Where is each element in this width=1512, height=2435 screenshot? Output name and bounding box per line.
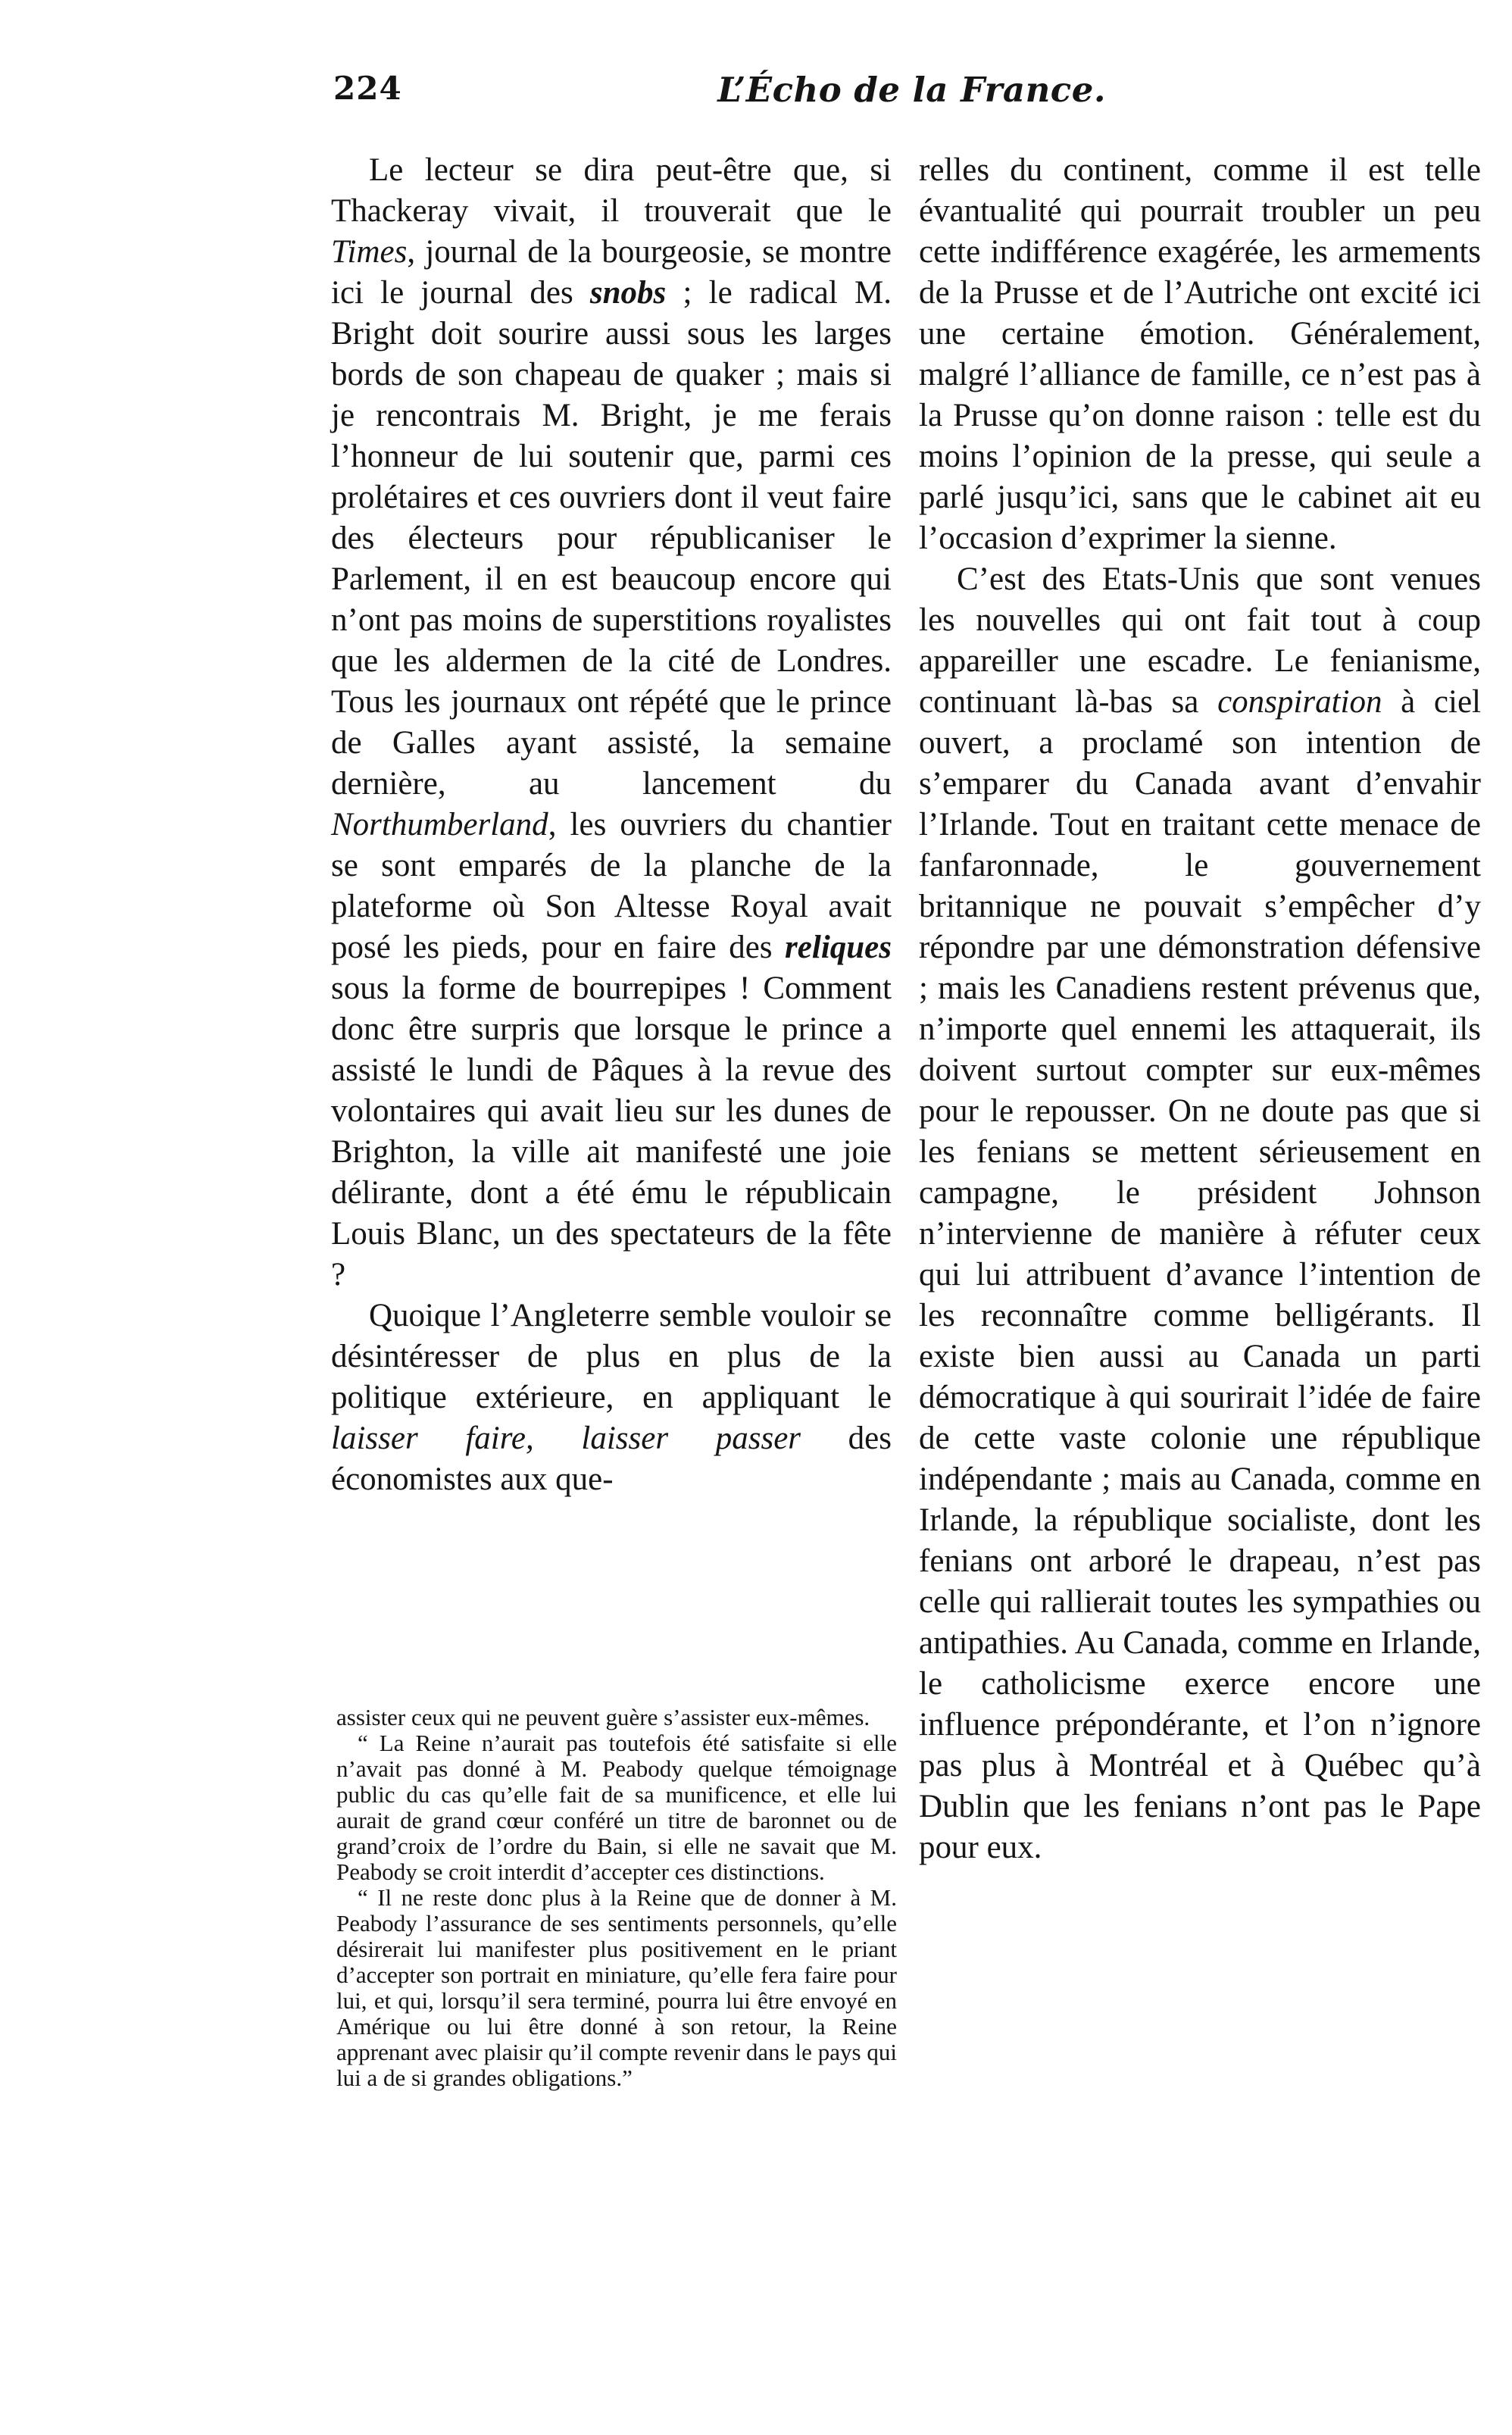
left-paragraph-thackeray — [331, 150, 892, 1296]
right-paragraph-2-text-b: à ciel ouvert, a proclamé son intention de s’emparer du Canada avant d’envahir l’Irlande. Tout en traitant cette menace de fanfaronnade, le gouvernement britannique ne pouvait s’empêcher d’y répondre par une démonstration défensive ; mais les Canadiens restent prévenus que, n’importe quel ennemi les attaquerait, ils doivent surtout compter sur eux-mêmes pour le repousser. On ne doute pas que si les fenians se mettent sérieusement en campagne, le président Johnson n’intervienne de manière à réfuter ceux qui lui attribuent d’avance l’intention de les reconnaître comme belligérants. Il existe bien aussi au Canada un parti démocratique à qui sourirait l’idée de faire de cette vaste colonie une république indépendante ; mais au Canada, comme en Irlande, la république socialiste, dont les fenians ont arboré le drapeau, n’est pas celle qui rallierait toutes les sympathies ou antipathies. Au Canada, comme en Irlande, le catholicisme exerce encore une influence prépondérante, et l’on n’ignore pas plus à Montréal et à Québec qu’à Dublin que les fenians n’ont pas le Pape pour eux. — [919, 684, 1481, 1865]
laisser-faire-phrase: laisser faire, laisser passer — [331, 1421, 801, 1456]
times-newspaper-title: Times — [331, 234, 408, 270]
reliques-term: reliques — [785, 930, 892, 965]
snobs-term: snobs — [589, 275, 667, 311]
left-paragraph-2-text-b: des économistes aux que- — [331, 1421, 892, 1497]
right-paragraph-continental-relations: relles du continent, comme il est telle évantualité qui pourrait troubler un peu cette indifférence exagérée, les armements de la Prusse et de l’Autriche ont excité ici une certaine émotion. Généralement, malgré l’alliance de famille, ce n’est pas à la Prusse qu’on donne raison : telle est du moins l’opinion de la presse, qui seule a parlé jusqu’ici, sans que le cabinet ait eu l’occasion d’exprimer la sienne. — [919, 152, 1481, 556]
conspiration-term: conspiration — [1217, 684, 1382, 720]
left-article-column — [331, 150, 892, 1500]
page-header — [333, 70, 1106, 123]
left-paragraph-foreign-policy — [331, 1296, 892, 1500]
northumberland-ship-name: Northumberland — [331, 807, 548, 842]
left-paragraph-1-text-a: Le lecteur se dira peut-être que, si Thackeray vivait, il trouverait que le — [331, 152, 892, 229]
left-paragraph-1-text-b: , journal de la bourgeosie, se montre ici le journal des — [331, 234, 892, 311]
footnote-block — [336, 1705, 897, 2091]
right-paragraph-2-text-a: C’est des Etats-Unis que sont venues les nouvelles qui ont fait tout à coup appareiller une escadre. Le fenianisme, continuant là-bas sa — [919, 561, 1481, 720]
right-article-column — [919, 150, 1481, 1868]
left-paragraph-1-text-d: , les ouvriers du chantier se sont emparés de la planche de la plateforme où Son Altesse Royal avait posé les pieds, pour en faire des — [331, 807, 892, 965]
footnote-peabody-portrait: “ Il ne reste donc plus à la Reine que de donner à M. Peabody l’assurance de ses sentiments personnels, qu’elle désirerait lui manifester plus positivement en le priant d’accepter son portrait en miniature, qu’elle fera faire pour lui, et qui, lorsqu’il sera terminé, pourra lui être envoyé en Amérique ou lui être donné à son retour, la Reine apprenant avec plaisir qu’il compte revenir dans le pays qui lui a de si grandes obligations.” — [336, 1884, 897, 2091]
left-paragraph-1-text-c: ; le radical M. Bright doit sourire aussi sous les larges bords de son chapeau de quaker ; mais si je rencontrais M. Bright, je me ferais l’honneur de lui soutenir que, parmi ces prolétaires et ces ouvriers dont il veut faire des électeurs pour républicaniser le Parlement, il en est beaucoup encore qui n’ont pas moins de superstitions royalistes que les aldermen de la cité de Londres. Tous les journaux ont répété que le prince de Galles ayant assisté, la semaine dernière, au lancement du — [331, 275, 892, 802]
left-paragraph-1-text-e: sous la forme de bourrepipes ! Comment donc être surpris que lorsque le prince a assisté le lundi de Pâques à la revue des volontaires qui avait lieu sur les dunes de Brighton, la ville ait manifesté une joie délirante, dont a été ému le républicain Louis Blanc, un des spectateurs de la fête ? — [331, 971, 892, 1293]
footnote-continuation: assister ceux qui ne peuvent guère s’assister eux-mêmes. — [336, 1704, 870, 1730]
right-paragraph-fenianism — [919, 559, 1481, 1868]
left-paragraph-2-text-a: Quoique l’Angleterre semble vouloir se désintéresser de plus en plus de la politique extérieure, en appliquant le — [331, 1298, 892, 1415]
running-title: L’Écho de la France. — [717, 70, 1106, 110]
footnote-peabody-honour: “ La Reine n’aurait pas toutefois été satisfaite si elle n’avait pas donné à M. Peabody quelque témoignage public du cas qu’elle fait de sa munificence, et elle lui aurait de grand cœur conféré un titre de baronnet ou de grand’croix de l’ordre du Bain, si elle ne savait que M. Peabody se croit interdit d’accepter ces distinctions. — [336, 1730, 897, 1885]
page-number: 224 — [333, 70, 402, 107]
